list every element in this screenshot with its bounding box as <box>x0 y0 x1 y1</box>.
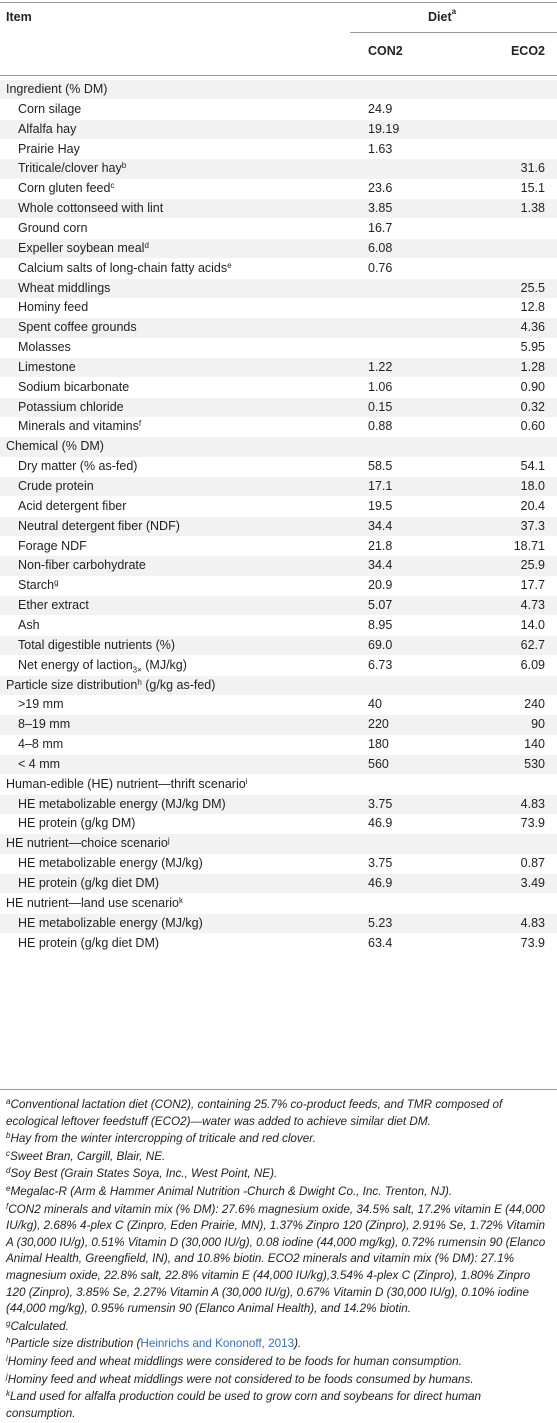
cell-con2: 58.5 <box>368 459 393 474</box>
cell-con2: 24.9 <box>368 101 393 116</box>
row-label: Limestone <box>18 359 76 374</box>
cell-eco2: 5.95 <box>520 340 545 355</box>
row-label: Ground corn <box>18 220 88 235</box>
cell-eco2: 4.83 <box>520 915 545 930</box>
row-label: Ash <box>18 617 40 632</box>
cell-con2: 1.06 <box>368 379 393 394</box>
cell-eco2: 25.5 <box>520 280 545 295</box>
table-row <box>0 616 557 635</box>
table-row <box>0 239 557 258</box>
table-row <box>0 775 557 794</box>
cell-eco2: 12.8 <box>520 300 545 315</box>
row-label: HE protein (g/kg diet DM) <box>18 935 160 950</box>
footnotes <box>6 1097 552 1423</box>
table-row <box>0 80 557 99</box>
footnote-h: $^h$Particle size distribution (Heinrichs and Kononoff, 2013). <box>6 1336 302 1351</box>
cell-con2: 46.9 <box>368 876 393 890</box>
row-label: Particle size distribution$^h$ (g/kg as-fed) <box>6 677 216 692</box>
cell-con2: 3.75 <box>368 856 393 871</box>
cell-con2: 6.08 <box>368 240 393 255</box>
cell-eco2: 18.71 <box>513 538 545 553</box>
row-label: HE nutrient—choice scenario$^j$ <box>6 836 170 851</box>
cell-eco2: 4.73 <box>520 598 545 613</box>
row-label: Forage NDF <box>18 538 87 553</box>
cell-eco2: 14.0 <box>520 617 545 632</box>
cell-con2: 560 <box>368 756 389 771</box>
table-row <box>0 537 557 556</box>
row-label: < 4 mm <box>18 756 61 771</box>
row-label: Spent coffee grounds <box>18 320 137 335</box>
table-row <box>0 755 557 774</box>
cell-eco2: 25.9 <box>520 558 545 573</box>
row-label: Triticale/clover hay$^b$ <box>18 161 127 176</box>
table-row <box>0 834 557 853</box>
cell-con2: 1.63 <box>368 141 393 156</box>
cell-eco2: 90 <box>531 717 545 732</box>
cell-con2: 20.9 <box>368 578 393 593</box>
cell-eco2: 140 <box>524 737 545 752</box>
cell-con2: 34.4 <box>368 518 393 533</box>
cell-eco2: 530 <box>524 756 545 771</box>
row-label: Ingredient (% DM) <box>6 82 108 96</box>
row-label: 4–8 mm <box>18 737 64 752</box>
cell-con2: 63.4 <box>368 935 393 950</box>
row-label: HE metabolizable energy (MJ/kg DM) <box>18 796 226 811</box>
row-label: Potassium chloride <box>18 399 124 414</box>
row-label: Alfalfa hay <box>18 121 77 136</box>
cell-eco2: 37.3 <box>520 518 545 533</box>
cell-eco2: 20.4 <box>520 498 545 513</box>
cell-con2: 46.9 <box>368 816 393 831</box>
cell-eco2: 73.9 <box>520 935 545 950</box>
row-label: Prairie Hay <box>18 141 80 156</box>
footnote-j: $^j$Hominy feed and wheat middlings were not considered to be foods consumed by humans. <box>6 1371 474 1386</box>
cell-eco2: 240 <box>524 697 545 712</box>
cell-con2: 23.6 <box>368 181 393 196</box>
table-row <box>0 894 557 913</box>
cell-con2: 69.0 <box>368 637 393 652</box>
table-row <box>0 437 557 456</box>
cell-eco2: 0.32 <box>520 399 545 414</box>
row-label: Expeller soybean meal$^d$ <box>18 240 149 255</box>
table-row <box>0 100 557 119</box>
table-row <box>0 914 557 933</box>
cell-eco2: 0.60 <box>520 419 545 434</box>
cell-eco2: 3.49 <box>520 876 545 890</box>
cell-eco2: 18.0 <box>520 479 545 493</box>
diet-header: Diet$^a$ <box>428 7 457 24</box>
table-row <box>0 497 557 516</box>
row-label: Non-fiber carbohydrate <box>18 558 146 573</box>
table-row <box>0 735 557 754</box>
table-row <box>0 179 557 198</box>
cell-con2: 220 <box>368 717 389 732</box>
footnote-e: $^e$Megalac-R (Arm & Hammer Animal Nutrition -Church & Dwight Co., Inc. Trenton, NJ). <box>6 1183 453 1198</box>
row-label: HE metabolizable energy (MJ/kg) <box>18 915 203 930</box>
col-con2-header: CON2 <box>368 44 403 58</box>
table-row <box>0 477 557 496</box>
footnote-c: $^c$Sweet Bran, Cargill, Blair, NE. <box>6 1148 166 1163</box>
table-row <box>0 219 557 238</box>
row-label: Crude protein <box>18 479 94 493</box>
footnote-g: $^g$Calculated. <box>6 1318 69 1333</box>
cell-con2: 3.85 <box>368 201 393 216</box>
row-label: Wheat middlings <box>18 280 111 295</box>
footnote-f: $^f$CON2 minerals and vitamin mix (% DM): 27.6% magnesium oxide, 34.5% salt, 17.2% vitamin E (44,000 IU/kg), 2.68% 4-plex C (Zinpro, Eden Prairie, MN), 1.37% Zinpro 120 (Zinpro), 2.91% Se, 1.72% Vitamin A (30,000 IU/g), 0.51% Vitamin D (30,000 IU/g), 0.08 iodine (44,000 mg/kg), 0.72% rumensin 90 (Elanco Animal Health, Greengfield, IN), and 10.8% biotin. ECO2 minerals and vitamin mix (% DM): 27.1% magnesium oxide, 22.8% salt, 22.8% vitamin E (44,000 IU/kg),3.54% 4-plex C (Zinpro), 1.80% Zinpro 120 (Zinpro), 3.85% Se, 2.27% Vitamin A (30,000 IU/g), 0.67% Vitamin D (30,000 IU/g), 0.10% iodine (44,000 mg/kg), 0.95% rumensin 90 (Elanco Animal Health), and 14.2% biotin. <box>6 1201 546 1316</box>
row-label: Neutral detergent fiber (NDF) <box>18 518 180 533</box>
row-label: Corn silage <box>18 101 82 116</box>
row-label: HE protein (g/kg DM) <box>18 816 136 831</box>
row-label: Calcium salts of long-chain fatty acids$^e$ <box>18 260 232 275</box>
table-row <box>0 715 557 734</box>
footnote-d: $^d$Soy Best (Grain States Soya, Inc., West Point, NE). <box>6 1166 278 1181</box>
row-label: Acid detergent fiber <box>18 498 127 513</box>
row-label: Hominy feed <box>18 300 89 315</box>
cell-eco2: 17.7 <box>520 578 545 593</box>
col-eco2-header: ECO2 <box>510 44 545 58</box>
cell-con2: 19.19 <box>368 121 400 136</box>
row-label: Chemical (% DM) <box>6 439 104 454</box>
row-label: Whole cottonseed with lint <box>18 201 164 216</box>
cell-con2: 0.76 <box>368 260 393 275</box>
table-row <box>0 576 557 595</box>
row-label: Human-edible (HE) nutrient—thrift scenario$^i$ <box>6 776 248 791</box>
table-row <box>0 795 557 814</box>
footnote-a: $^a$Conventional lactation diet (CON2), containing 25.7% co-product feeds, and TMR composed of ecological leftover feedstuff (ECO2)—water was added to achieve similar diet DM. <box>6 1097 503 1128</box>
cell-con2: 17.1 <box>368 479 393 493</box>
cell-con2: 34.4 <box>368 558 393 573</box>
cell-eco2: 15.1 <box>520 181 545 196</box>
cell-eco2: 73.9 <box>520 816 545 831</box>
table-row <box>0 338 557 357</box>
table-row <box>0 378 557 397</box>
cell-eco2: 4.83 <box>520 796 545 811</box>
row-label: Molasses <box>18 340 71 355</box>
footnote-b: $^b$Hay from the winter intercropping of triticale and red clover. <box>6 1131 316 1146</box>
row-label: >19 mm <box>18 697 64 712</box>
table-row <box>0 596 557 615</box>
table-row <box>0 457 557 476</box>
diet-rule <box>350 32 557 33</box>
cell-con2: 16.7 <box>368 220 393 235</box>
cell-eco2: 54.1 <box>520 459 545 474</box>
row-label: HE metabolizable energy (MJ/kg) <box>18 856 203 871</box>
cell-eco2: 6.09 <box>520 657 545 672</box>
footnote-k: $^k$Land used for alfalfa production could be used to grow corn and soybeans for direct human consumption. <box>6 1389 482 1420</box>
cell-eco2: 31.6 <box>520 161 545 176</box>
table-row <box>0 656 557 675</box>
cell-con2: 5.07 <box>368 598 393 613</box>
cell-con2: 5.23 <box>368 915 393 930</box>
table-row <box>0 695 557 714</box>
table-row <box>0 318 557 337</box>
table-row <box>0 199 557 218</box>
cell-con2: 6.73 <box>368 657 393 672</box>
table-row <box>0 934 557 953</box>
cell-con2: 180 <box>368 737 389 752</box>
table-row <box>0 358 557 377</box>
table-row <box>0 159 557 178</box>
row-label: Ether extract <box>18 598 89 613</box>
row-label: Total digestible nutrients (%) <box>18 637 176 652</box>
table-row <box>0 259 557 278</box>
cell-con2: 19.5 <box>368 498 393 513</box>
row-label: Minerals and vitamins$^f$ <box>18 419 142 434</box>
cell-con2: 3.75 <box>368 796 393 811</box>
row-label: Dry matter (% as-fed) <box>18 459 138 474</box>
table-row <box>0 854 557 873</box>
row-label: 8–19 mm <box>18 717 71 732</box>
row-label: HE protein (g/kg diet DM) <box>18 876 160 890</box>
row-label: Net energy of laction$_{3\times}$ (MJ/kg) <box>18 657 187 675</box>
footnote-i: $^i$Hominy feed and wheat middlings were considered to be foods for human consumption. <box>6 1353 462 1368</box>
cell-con2: 40 <box>368 697 382 712</box>
table-row <box>0 140 557 159</box>
table-row <box>0 517 557 536</box>
table-row <box>0 814 557 833</box>
table-row <box>0 676 557 695</box>
row-label: Corn gluten feed$^c$ <box>18 181 115 196</box>
cell-eco2: 0.90 <box>520 379 545 394</box>
cell-con2: 21.8 <box>368 538 393 553</box>
row-label: Sodium bicarbonate <box>18 379 130 394</box>
cell-eco2: 0.87 <box>520 856 545 871</box>
table-row <box>0 298 557 317</box>
top-rule <box>0 2 557 3</box>
table-row <box>0 417 557 436</box>
cell-con2: 8.95 <box>368 617 393 632</box>
table-bottom-rule <box>0 1089 557 1090</box>
cell-con2: 1.22 <box>368 359 393 374</box>
header-bottom-rule <box>0 75 557 76</box>
table-row <box>0 120 557 139</box>
table-row <box>0 279 557 298</box>
row-label: Starch$^g$ <box>18 578 59 593</box>
cell-eco2: 4.36 <box>520 320 545 335</box>
table-row <box>0 874 557 893</box>
table-row <box>0 636 557 655</box>
cell-con2: 0.15 <box>368 399 393 414</box>
row-label: HE nutrient—land use scenario$^k$ <box>6 895 184 910</box>
cell-eco2: 1.28 <box>520 359 545 374</box>
cell-eco2: 1.38 <box>520 201 545 216</box>
cell-con2: 0.88 <box>368 419 393 434</box>
citation-link[interactable]: Heinrichs and Kononoff, 2013 <box>140 1337 295 1351</box>
cell-eco2: 62.7 <box>520 637 545 652</box>
item-header: Item <box>6 10 32 24</box>
table-row <box>0 398 557 417</box>
table-row <box>0 556 557 575</box>
